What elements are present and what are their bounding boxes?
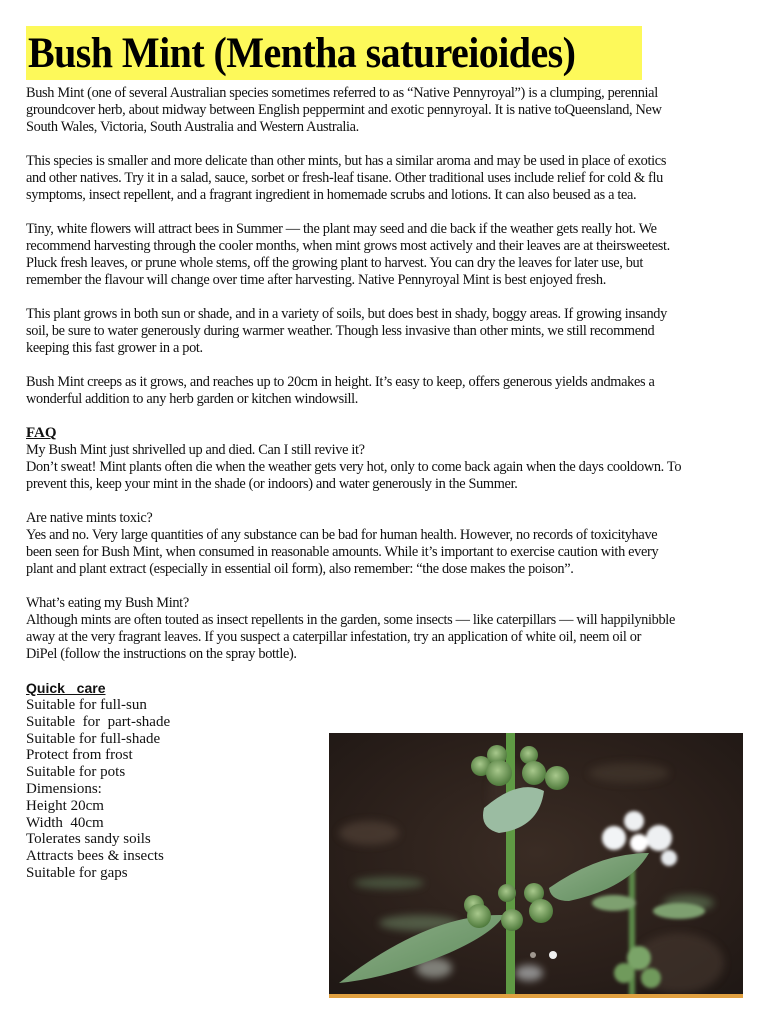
faq-answer-line: Although mints are often touted as insect repellents in the garden, some insects — like caterpillars — will happilynibble — [26, 612, 675, 628]
faq-question: Are native mints toxic? — [26, 510, 153, 526]
faq-answer-line: Don’t sweat! Mint plants often die when the weather gets very hot, only to come back again when the days cooldown. To — [26, 459, 682, 475]
plant-photo-illustration — [329, 733, 743, 998]
text-line: Bush Mint creeps as it grows, and reaches up to 20cm in height. It’s easy to keep, offers generous yields andmakes a — [26, 374, 655, 390]
intro-paragraph — [26, 85, 771, 136]
faq-heading: FAQ — [26, 425, 57, 441]
light-speck — [530, 952, 536, 958]
text-line: remember the flavour will change over time after harvesting. Native Pennyroyal Mint is best enjoyed fresh. — [26, 272, 606, 288]
quick-care-item: Protect from frost — [26, 747, 133, 764]
faq-answer-line: DiPel (follow the instructions on the spray bottle). — [26, 646, 297, 662]
text-line: symptoms, insect repellent, and a fragrant ingredient in homemade scrubs and lotions. It can also beused as a tea. — [26, 187, 637, 203]
text-line: recommend harvesting through the cooler months, when mint grows most actively and their leaves are at theirsweetest. — [26, 238, 670, 254]
photo-bottom-strip — [329, 994, 743, 998]
text-line: soil, be sure to water generously during warmer weather. Though less invasive than other mints, we still recommend — [26, 323, 655, 339]
faq-item — [26, 442, 771, 493]
quick-care-item: Width 40cm — [26, 814, 104, 831]
quick-care-item: Attracts bees & insects — [26, 848, 164, 865]
size-paragraph — [26, 374, 771, 408]
quick-care-item: Suitable for full-sun — [26, 697, 147, 713]
quick-care-item: Tolerates sandy soils — [26, 831, 151, 848]
text-line: Bush Mint (one of several Australian species sometimes referred to as “Native Pennyroyal”) is a clumping, perennial — [26, 85, 658, 101]
light-speck — [549, 951, 557, 959]
title-highlight — [26, 26, 642, 80]
faq-answer-line: plant and plant extract (especially in essential oil form), also remember: “the dose makes the poison”. — [26, 561, 574, 577]
quick-care-item: Suitable for full-shade — [26, 730, 161, 747]
text-line: and other natives. Try it in a salad, sauce, sorbet or fresh-leaf tisane. Other traditional uses include relief for cold & flu — [26, 170, 663, 186]
quick-care-item: Height 20cm — [26, 797, 104, 814]
harvest-paragraph — [26, 221, 771, 289]
faq-item — [26, 595, 771, 663]
text-line: South Wales, Victoria, South Australia and Western Australia. — [26, 119, 359, 135]
text-line: wonderful addition to any herb garden or kitchen windowsill. — [26, 391, 359, 407]
faq-question: My Bush Mint just shrivelled up and died. Can I still revive it? — [26, 442, 365, 458]
faq-section — [26, 425, 771, 663]
faq-answer-line: Yes and no. Very large quantities of any substance can be bad for human health. However, no records of toxicityhave — [26, 527, 658, 543]
text-line: This species is smaller and more delicate than other mints, but has a similar aroma and may be used in place of exotics — [26, 153, 667, 169]
text-line: keeping this fast grower in a pot. — [26, 340, 203, 356]
faq-answer-line: been seen for Bush Mint, when consumed in reasonable amounts. While it’s important to exercise caution with every — [26, 544, 659, 560]
quick-care-heading: Quick care — [26, 680, 106, 696]
faq-item — [26, 510, 771, 578]
text-line: Pluck fresh leaves, or prune whole stems, off the growing plant to harvest. You can dry the leaves for later use, but — [26, 255, 644, 271]
page-title: Bush Mint (Mentha satureioides) — [28, 30, 576, 77]
growing-paragraph — [26, 306, 771, 357]
quick-care-item: Suitable for pots — [26, 764, 126, 781]
faq-question: What’s eating my Bush Mint? — [26, 595, 189, 611]
quick-care-item: Suitable for part-shade — [26, 713, 171, 730]
faq-answer-line: prevent this, keep your mint in the shade (or indoors) and water generously in the Summer. — [26, 476, 518, 492]
text-line: Tiny, white flowers will attract bees in Summer — the plant may seed and die back if the weather gets really hot. We — [26, 221, 657, 237]
text-line: groundcover herb, about midway between English peppermint and exotic pennyroyal. It is native toQueensland, New — [26, 102, 662, 118]
faq-answer-line: away at the very fragrant leaves. If you suspect a caterpillar infestation, try an application of white oil, neem oil or — [26, 629, 642, 645]
plant-photo — [329, 733, 743, 998]
text-line: This plant grows in both sun or shade, and in a variety of soils, but does best in shady, boggy areas. If growing insandy — [26, 306, 667, 322]
uses-paragraph — [26, 153, 771, 204]
quick-care-item: Dimensions: — [26, 780, 102, 797]
quick-care-item: Suitable for gaps — [26, 864, 128, 881]
